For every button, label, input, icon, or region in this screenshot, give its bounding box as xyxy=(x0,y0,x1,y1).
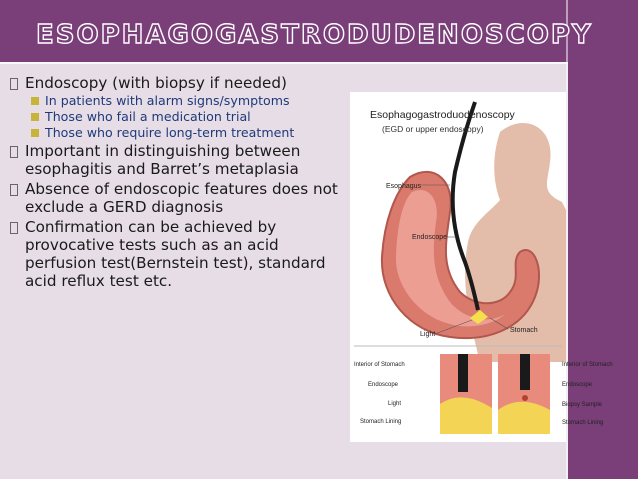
inset-left-label: Light xyxy=(388,401,402,407)
biopsy-sample-icon xyxy=(522,395,528,401)
square-bullet-icon xyxy=(31,129,39,137)
sub-bullet-list xyxy=(31,94,350,140)
bullet-item xyxy=(10,142,350,178)
bullet-marker-icon xyxy=(10,184,18,196)
bullet-text: Endoscopy (with biopsy if needed) xyxy=(25,74,287,92)
bullet-marker-icon xyxy=(10,78,18,90)
sub-bullet-item xyxy=(31,126,350,140)
bullet-marker-icon xyxy=(10,222,18,234)
sub-bullet-text: Those who fail a medication trial xyxy=(45,109,251,124)
bullet-list xyxy=(10,74,350,292)
bullet-text: Important in distinguishing between esophagitis and Barret’s metaplasia xyxy=(25,142,301,178)
inset-left-label: Endoscope xyxy=(368,382,399,388)
slide-title: ESOPHAGOGASTRODUDENOSCOPY xyxy=(36,20,593,50)
bullet-item xyxy=(10,74,350,140)
inset-right-light xyxy=(498,402,550,434)
sub-bullet-item xyxy=(31,94,350,108)
square-bullet-icon xyxy=(31,97,39,105)
label-endoscope: Endoscope xyxy=(412,234,448,241)
bullet-item xyxy=(10,218,350,290)
label-stomach: Stomach xyxy=(510,327,538,334)
egd-illustration xyxy=(350,92,566,442)
sub-bullet-text: Those who require long-term treatment xyxy=(45,125,295,140)
bullet-text: Confirmation can be achieved by provocative tests such as an acid perfusion test(Bernstein test), standard acid reflux test etc. xyxy=(25,218,326,290)
bullet-text: Absence of endoscopic features does not exclude a GERD diagnosis xyxy=(25,180,338,216)
sub-bullet-item xyxy=(31,110,350,124)
inset-right-label: Stomach Lining xyxy=(562,420,604,426)
egd-illustration-svg xyxy=(350,92,566,442)
figure-title: Esophagogastroduodenoscopy xyxy=(370,109,515,121)
inset-left-label: Interior of Stomach xyxy=(354,362,405,368)
inset-right-label: Interior of Stomach xyxy=(562,362,613,368)
inset-right-label: Biopsy Sample xyxy=(562,402,603,408)
inset-right-endoscope xyxy=(520,354,530,390)
inset-left-label: Stomach Lining xyxy=(360,419,402,425)
sub-bullet-text: In patients with alarm signs/symptoms xyxy=(45,93,290,108)
figure-subtitle: (EGD or upper endoscopy) xyxy=(382,124,484,134)
square-bullet-icon xyxy=(31,113,39,121)
divider-horizontal xyxy=(0,62,568,64)
label-light: Light xyxy=(420,331,436,338)
inset-right-label: Endoscope xyxy=(562,382,593,388)
inset-right-labels xyxy=(562,350,638,440)
label-esophagus: Esophagus xyxy=(386,183,422,190)
bullet-item xyxy=(10,180,350,216)
bullet-marker-icon xyxy=(10,146,18,158)
inset-left-endoscope xyxy=(458,354,468,392)
